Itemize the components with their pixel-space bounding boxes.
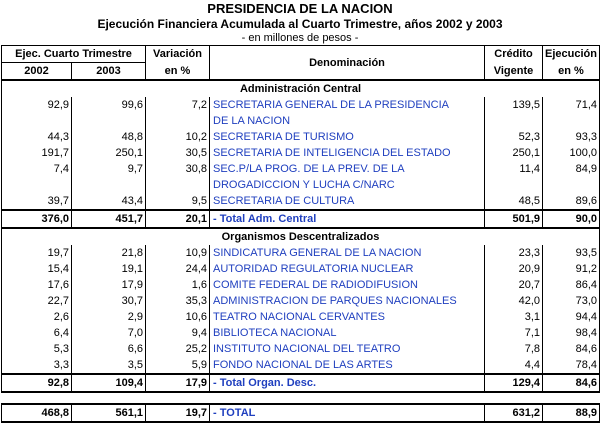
table-row — [2, 177, 600, 193]
section-header-row — [2, 228, 600, 245]
cell-credito: 42,0 — [485, 293, 543, 309]
cell-var: 17,9 — [146, 374, 210, 392]
cell-y2003: 48,8 — [72, 129, 146, 145]
cell-name: SECRETARIA DE TURISMO — [210, 129, 485, 145]
cell-credito: 250,1 — [485, 145, 543, 161]
cell-var: 19,7 — [146, 404, 210, 422]
cell-name: - TOTAL — [210, 404, 485, 422]
cell-y2002: 468,8 — [2, 404, 72, 422]
cell-ejec — [543, 113, 600, 129]
cell-credito: 139,5 — [485, 97, 543, 113]
cell-y2002: 376,0 — [2, 210, 72, 228]
cell-ejec: 93,3 — [543, 129, 600, 145]
report-title: PRESIDENCIA DE LA NACION — [207, 1, 393, 16]
table-row — [2, 145, 600, 161]
cell-y2003: 21,8 — [72, 245, 146, 261]
cell-var: 1,6 — [146, 277, 210, 293]
cell-ejec: 86,4 — [543, 277, 600, 293]
cell-y2003: 30,7 — [72, 293, 146, 309]
cell-y2003: 561,1 — [72, 404, 146, 422]
cell-var: 10,9 — [146, 245, 210, 261]
budget-table — [1, 45, 600, 423]
cell-y2003: 2,9 — [72, 309, 146, 325]
cell-var: 30,5 — [146, 145, 210, 161]
cell-name: DE LA NACION — [210, 113, 485, 129]
table-row — [2, 193, 600, 210]
section-header-row — [2, 80, 600, 97]
header-denominacion: Denominación — [210, 46, 485, 81]
cell-y2002: 5,3 — [2, 341, 72, 357]
cell-name: SECRETARIA DE INTELIGENCIA DEL ESTADO — [210, 145, 485, 161]
header-year-2002: 2002 — [2, 63, 72, 81]
cell-ejec: 84,6 — [543, 341, 600, 357]
cell-credito — [485, 177, 543, 193]
cell-y2003: 43,4 — [72, 193, 146, 210]
cell-credito: 48,5 — [485, 193, 543, 210]
unit-note: - en millones de pesos - — [241, 32, 359, 44]
cell-credito: 11,4 — [485, 161, 543, 177]
cell-y2002: 191,7 — [2, 145, 72, 161]
cell-var: 30,8 — [146, 161, 210, 177]
cell-name: AUTORIDAD REGULATORIA NUCLEAR — [210, 261, 485, 277]
cell-name: SECRETARIA GENERAL DE LA PRESIDENCIA — [210, 97, 485, 113]
cell-var: 7,2 — [146, 97, 210, 113]
cell-y2002 — [2, 113, 72, 129]
cell-credito: 23,3 — [485, 245, 543, 261]
table-row — [2, 245, 600, 261]
cell-y2002: 3,3 — [2, 357, 72, 374]
table-row — [2, 325, 600, 341]
cell-y2002: 2,6 — [2, 309, 72, 325]
spacer-cell — [2, 392, 600, 404]
cell-name: - Total Organ. Desc. — [210, 374, 485, 392]
cell-name: SINDICATURA GENERAL DE LA NACION — [210, 245, 485, 261]
cell-y2003: 6,6 — [72, 341, 146, 357]
header-ejec-group: Ejec. Cuarto Trimestre — [2, 46, 146, 63]
cell-var: 10,2 — [146, 129, 210, 145]
cell-ejec: 88,9 — [543, 404, 600, 422]
spacer-row — [2, 392, 600, 404]
cell-var: 5,9 — [146, 357, 210, 374]
cell-y2003: 17,9 — [72, 277, 146, 293]
cell-y2003: 451,7 — [72, 210, 146, 228]
cell-y2002: 17,6 — [2, 277, 72, 293]
cell-y2002 — [2, 177, 72, 193]
cell-credito: 3,1 — [485, 309, 543, 325]
cell-ejec: 94,4 — [543, 309, 600, 325]
cell-y2002: 92,8 — [2, 374, 72, 392]
cell-var: 9,4 — [146, 325, 210, 341]
cell-var — [146, 113, 210, 129]
cell-y2002: 92,9 — [2, 97, 72, 113]
table-row — [2, 161, 600, 177]
cell-name: INSTITUTO NACIONAL DEL TEATRO — [210, 341, 485, 357]
cell-ejec: 98,4 — [543, 325, 600, 341]
cell-ejec: 100,0 — [543, 145, 600, 161]
table-row — [2, 261, 600, 277]
cell-y2003: 9,7 — [72, 161, 146, 177]
cell-ejec: 93,5 — [543, 245, 600, 261]
table-row — [2, 97, 600, 113]
cell-y2003: 109,4 — [72, 374, 146, 392]
cell-ejec: 84,9 — [543, 161, 600, 177]
cell-name: COMITE FEDERAL DE RADIODIFUSION — [210, 277, 485, 293]
table-row — [2, 293, 600, 309]
cell-y2003: 3,5 — [72, 357, 146, 374]
cell-ejec: 78,4 — [543, 357, 600, 374]
grand-total-row — [2, 404, 600, 422]
cell-var: 25,2 — [146, 341, 210, 357]
report-header — [0, 0, 600, 45]
cell-credito: 7,1 — [485, 325, 543, 341]
cell-y2003: 99,6 — [72, 97, 146, 113]
table-row — [2, 341, 600, 357]
cell-credito: 52,3 — [485, 129, 543, 145]
cell-credito: 631,2 — [485, 404, 543, 422]
cell-y2002: 19,7 — [2, 245, 72, 261]
cell-var — [146, 177, 210, 193]
cell-y2002: 6,4 — [2, 325, 72, 341]
subtotal-row — [2, 210, 600, 228]
cell-y2002: 22,7 — [2, 293, 72, 309]
table-row — [2, 309, 600, 325]
cell-var: 35,3 — [146, 293, 210, 309]
header-variacion-unit: en % — [146, 63, 210, 81]
subtotal-row — [2, 374, 600, 392]
cell-name: FONDO NACIONAL DE LAS ARTES — [210, 357, 485, 374]
cell-credito: 129,4 — [485, 374, 543, 392]
cell-ejec: 84,6 — [543, 374, 600, 392]
cell-ejec — [543, 177, 600, 193]
table-row — [2, 277, 600, 293]
cell-credito — [485, 113, 543, 129]
report-subtitle: Ejecución Financiera Acumulada al Cuarto Trimestre, años 2002 y 2003 — [97, 17, 503, 31]
cell-credito: 4,4 — [485, 357, 543, 374]
cell-credito: 20,7 — [485, 277, 543, 293]
cell-name: BIBLIOTECA NACIONAL — [210, 325, 485, 341]
cell-ejec: 90,0 — [543, 210, 600, 228]
cell-name: - Total Adm. Central — [210, 210, 485, 228]
cell-name: SEC.P/LA PROG. DE LA PREV. DE LA — [210, 161, 485, 177]
header-credito-sub: Vigente — [485, 63, 543, 81]
header-ejecucion-unit: en % — [543, 63, 600, 81]
cell-y2003: 19,1 — [72, 261, 146, 277]
cell-name: SECRETARIA DE CULTURA — [210, 193, 485, 210]
cell-ejec: 73,0 — [543, 293, 600, 309]
cell-y2003 — [72, 113, 146, 129]
header-ejecucion: Ejecución — [543, 46, 600, 63]
cell-credito: 20,9 — [485, 261, 543, 277]
cell-y2003 — [72, 177, 146, 193]
cell-y2003: 250,1 — [72, 145, 146, 161]
table-row — [2, 129, 600, 145]
cell-var: 24,4 — [146, 261, 210, 277]
table-row — [2, 113, 600, 129]
section-title: Administración Central — [2, 80, 600, 97]
cell-name: DROGADICCION Y LUCHA C/NARC — [210, 177, 485, 193]
cell-y2002: 39,7 — [2, 193, 72, 210]
cell-y2002: 44,3 — [2, 129, 72, 145]
section-title: Organismos Descentralizados — [2, 228, 600, 245]
cell-ejec: 89,6 — [543, 193, 600, 210]
cell-ejec: 71,4 — [543, 97, 600, 113]
cell-y2003: 7,0 — [72, 325, 146, 341]
cell-ejec: 91,2 — [543, 261, 600, 277]
cell-var: 9,5 — [146, 193, 210, 210]
cell-var: 10,6 — [146, 309, 210, 325]
cell-y2002: 15,4 — [2, 261, 72, 277]
cell-credito: 7,8 — [485, 341, 543, 357]
header-credito: Crédito — [485, 46, 543, 63]
header-variacion: Variación — [146, 46, 210, 63]
cell-var: 20,1 — [146, 210, 210, 228]
cell-name: ADMINISTRACION DE PARQUES NACIONALES — [210, 293, 485, 309]
cell-y2002: 7,4 — [2, 161, 72, 177]
cell-name: TEATRO NACIONAL CERVANTES — [210, 309, 485, 325]
table-row — [2, 357, 600, 374]
header-year-2003: 2003 — [72, 63, 146, 81]
cell-credito: 501,9 — [485, 210, 543, 228]
